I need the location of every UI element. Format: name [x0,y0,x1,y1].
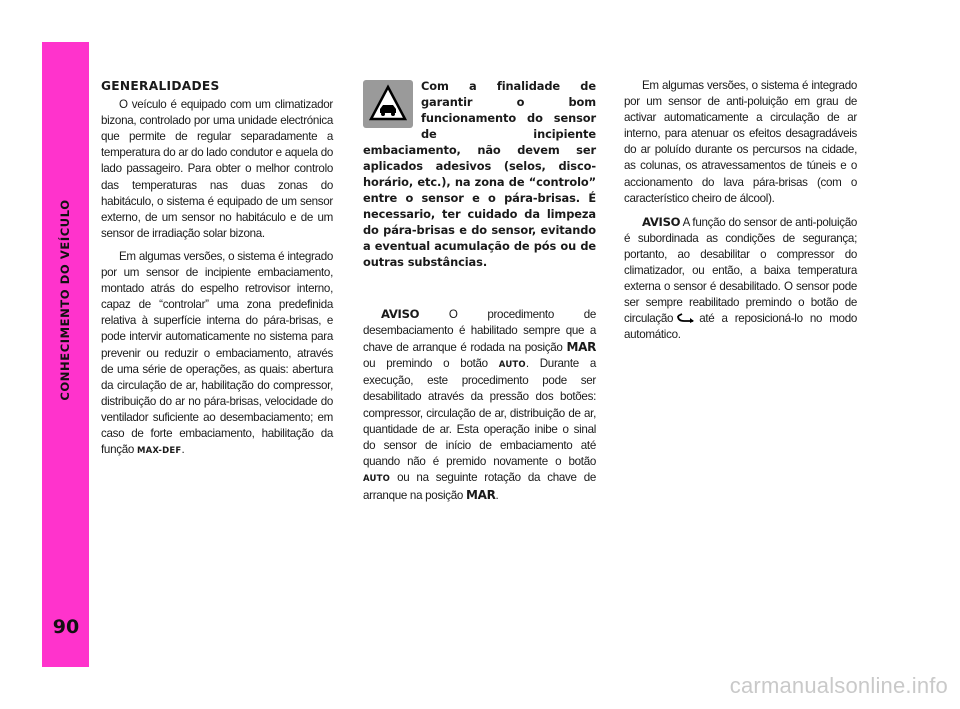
paragraph-sensor-text: Em algumas versões, o sistema é integrado por um sensor de incipiente embaciamento, montado atrás do espelho retrovisor interno, capaz de “controlar” uma zona predefinida relativa à superfície interna do pára-brisas, e pode intervir automaticamente no sistema para prevenir ou reduzir o embaciamento, através de uma série de operações, as quais: abertura da circulação de ar, habilitação do compressor, distribuição do ar no pára-brisas, velocidade do ventilador suficiente ao desembaciamento; em caso de forte embaciamento, habilitação da função [101,249,333,457]
aviso-text-1: O procedimento de desembaciamento é habilitado sempre que a chave de arranque é rodada na posição [363,308,596,355]
recirculation-icon [676,313,696,323]
aviso-desembaciamento [363,306,596,504]
key-mar: MAR [566,340,597,355]
key-mar-2: MAR [465,488,496,503]
column-warning [363,78,596,511]
key-auto: AUTO [498,360,526,371]
column-antipollution [624,78,857,351]
paragraph-intro: O veículo é equipado com um climatizador bizona, controlado por uma unidade electrónica que permite de regular separadamente a temperatura do ar do lado condutor e aquela do lado passageiro. Para obter o melhor controlo das temperaturas nas duas zonas do habitáculo, o sistema é equipado de um sensor externo, de um sensor no habitáculo e de um sensor de irradiação solar bizona. [101,98,333,240]
key-max-def: MAX-DEF [136,446,182,457]
aviso-ap-text-1: A função do sensor de anti-poluição é subordinada as condições de segurança; portanto, ao desabilitar o compressor do climatizador, ou então, a baixa temperatura externa o sensor é desabilitado. O sensor pode ser sempre reabilitado premindo o botão de circulação [624,215,858,326]
column-general [101,78,333,466]
aviso-text-4: ou na seguinte rotação da chave de arranque na posição [363,470,596,503]
aviso-end: . [495,489,499,503]
aviso-ap-text-2: até a reposicioná-lo no modo automático. [624,312,857,342]
page-number: 90 [52,616,80,638]
paragraph-sensor [101,249,333,459]
heading-generalidades: GENERALIDADES [101,79,220,93]
aviso-text-3: . Durante a execução, este procedimento pode ser desabilitado através da pressão dos botões: compressor, circulação de ar, distribuição de ar, quantidade de ar. Esta operação inibe o sinal do sensor de início de embaciamento até quando não é premido novamente o botão [363,357,597,468]
warning-block [363,78,596,270]
aviso-label: AVISO [381,307,420,321]
aviso-antipollution [624,214,857,344]
aviso-label-2: AVISO [642,214,681,229]
aviso-text-2: ou premindo o botão [363,357,488,371]
section-title: CONHECIMENTO DO VEÍCULO [58,199,72,401]
warning-car-icon [363,80,413,128]
watermark: carmanualsonline.info [729,673,948,698]
paragraph-end: . [181,443,185,457]
warning-text: Com a finalidade de garantir o bom funcionamento do sensor de incipiente embaciamento, não devem ser aplicados adesivos (selos, disco-horário, etc.), na zona de “controlo” entre o sensor e o pára-brisas. É necessario, ter cuidado da limpeza do pára-brisas e do sensor, evitando a eventual acumulação de pós ou de outras substâncias. [363,79,596,269]
paragraph-antipollution: Em algumas versões, o sistema é integrado por um sensor de anti-poluição em grau de activar automaticamente a circulação de ar interno, para atenuar os efeitos desagradáveis do ar poluído durante os percursos na cidade, as colunas, os atravessamentos de túneis e o accionamento do lava pára-brisas (com o característico cheiro de álcool). [624,79,857,205]
key-auto-2: AUTO [363,473,391,484]
